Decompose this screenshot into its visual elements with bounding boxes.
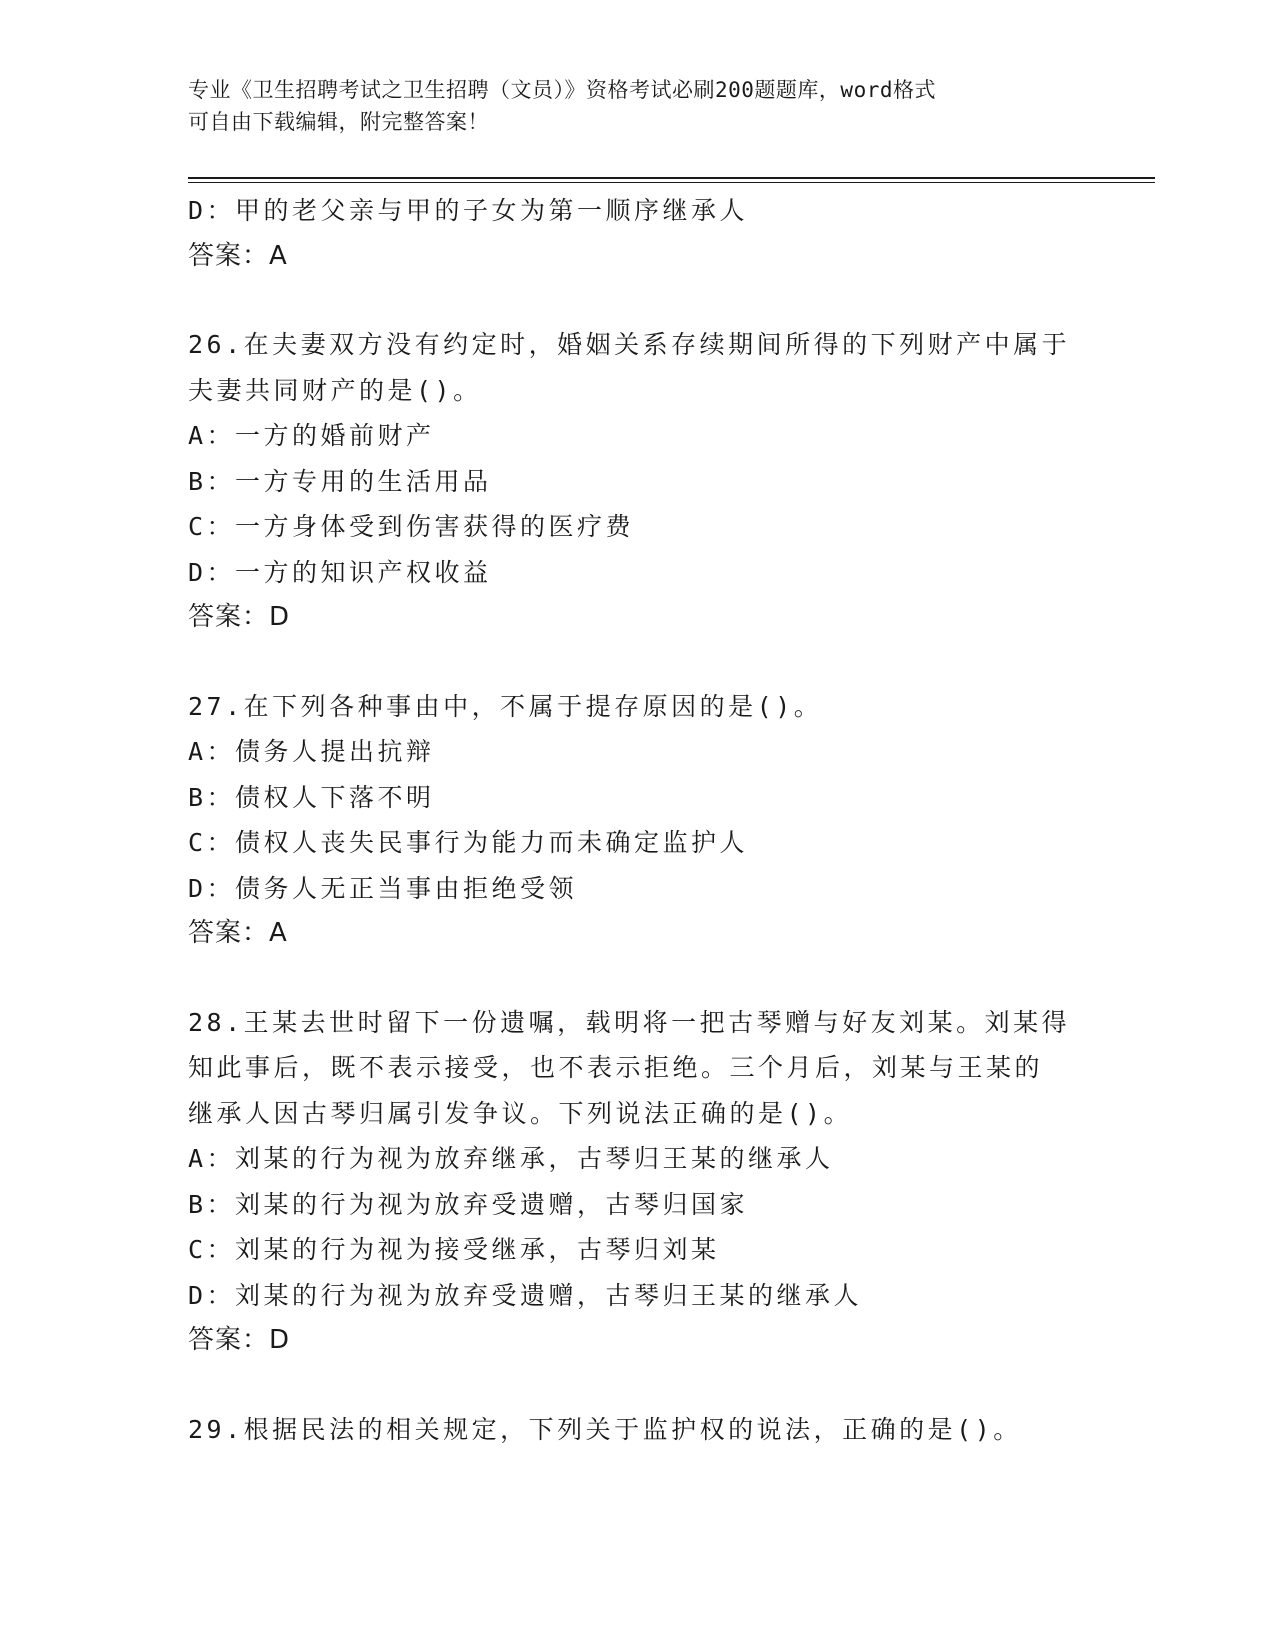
- option-b: B：债权人下落不明: [188, 782, 435, 812]
- question-27: [188, 684, 1088, 957]
- option-d: D：债务人无正当事由拒绝受领: [188, 873, 578, 903]
- option-c: C：债权人丧失民事行为能力而未确定监护人: [188, 828, 749, 857]
- option-a: A：一方的婚前财产: [188, 421, 435, 450]
- option-d: D：刘某的行为视为放弃受遗赠，古琴归王某的继承人: [188, 1280, 863, 1310]
- spacer: [188, 957, 1088, 1000]
- question-25-tail: [188, 188, 1088, 279]
- header-divider-thick: [188, 177, 1155, 179]
- header-divider-thin: [188, 182, 1155, 183]
- option-a: A：债务人提出抗辩: [188, 737, 435, 766]
- question-28: [188, 1000, 1088, 1364]
- option-c: C：一方身体受到伤害获得的医疗费: [188, 512, 635, 541]
- option-a: A：刘某的行为视为放弃继承，古琴归王某的继承人: [188, 1144, 834, 1173]
- question-stem: 28.王某去世时留下一份遗嘱，载明将一把古琴赠与好友刘某。刘某得: [188, 1007, 1071, 1037]
- answer-line: 答案：A: [188, 918, 288, 948]
- question-stem: 26.在夫妻双方没有约定时，婚姻关系存续期间所得的下列财产中属于: [188, 330, 1071, 359]
- option-b: B：一方专用的生活用品: [188, 466, 492, 496]
- question-stem: 27.在下列各种事由中，不属于提存原因的是()。: [188, 691, 823, 721]
- option-d: D：甲的老父亲与甲的子女为第一顺序继承人: [188, 196, 749, 225]
- option-d: D：一方的知识产权收益: [188, 557, 492, 587]
- question-stem: 29.根据民法的相关规定，下列关于监护权的说法，正确的是()。: [188, 1414, 1022, 1444]
- spacer: [188, 1364, 1088, 1407]
- question-stem: 继承人因古琴归属引发争议。下列说法正确的是()。: [188, 1098, 853, 1128]
- question-stem: 知此事后，既不表示接受，也不表示拒绝。三个月后，刘某与王某的: [188, 1053, 1044, 1082]
- answer-line: 答案：D: [188, 602, 291, 632]
- answer-line: 答案：A: [188, 240, 288, 271]
- answer-line: 答案：D: [188, 1325, 291, 1355]
- option-b: B：刘某的行为视为放弃受遗赠，古琴归国家: [188, 1189, 749, 1219]
- header-line-2: 可自由下载编辑，附完整答案！: [188, 110, 489, 134]
- spacer: [188, 641, 1088, 684]
- header-line-1: 专业《卫生招聘考试之卫生招聘（文员）》资格考试必刷200题题库，word格式: [188, 78, 936, 102]
- question-29: [188, 1407, 1088, 1453]
- question-stem: 夫妻共同财产的是()。: [188, 375, 482, 405]
- document-header: [188, 74, 1088, 138]
- question-26: [188, 322, 1088, 641]
- spacer: [188, 279, 1088, 322]
- question-list: [188, 188, 1088, 1452]
- option-c: C：刘某的行为视为接受继承，古琴归刘某: [188, 1235, 720, 1264]
